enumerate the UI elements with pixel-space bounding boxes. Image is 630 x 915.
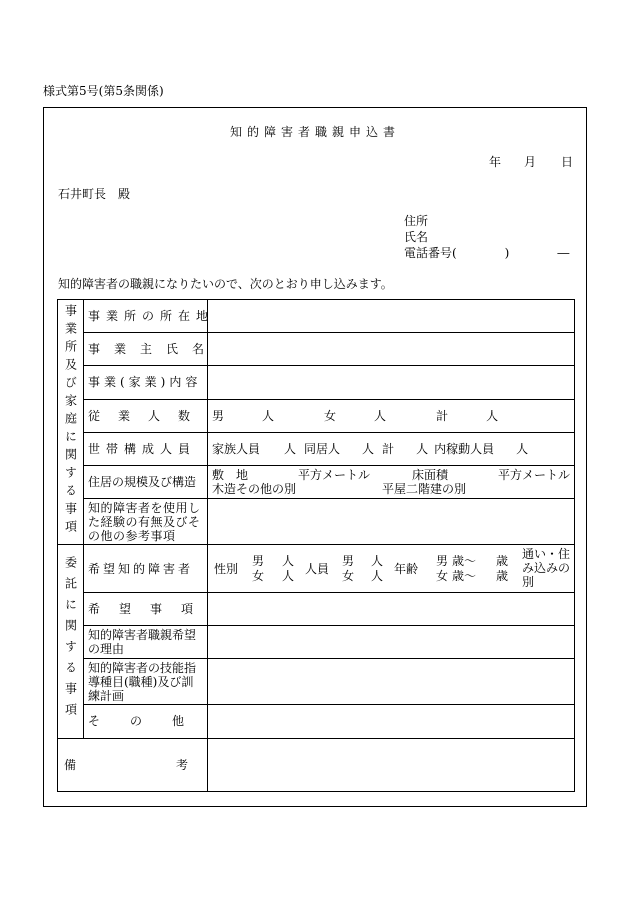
row-label-employees: 従業人数 — [84, 399, 208, 432]
intro-text: 知的障害者の職親になりたいので、次のとおり申し込みます。 — [58, 277, 393, 291]
section1-heading: 事業所及び家庭に関する事項 — [58, 300, 84, 545]
desired-count: 人員 — [305, 561, 330, 576]
residence-floor: 床面積 — [412, 468, 449, 483]
row-label-household: 世帯構成人員 — [84, 432, 208, 465]
row-label-business: 事業(家業)内容 — [84, 366, 208, 399]
other-field[interactable] — [208, 705, 575, 738]
desired-commute: 通い・住み込みの別 — [522, 546, 571, 589]
residence-storey: 平屋二階建の別 — [382, 482, 467, 497]
residence-field[interactable] — [208, 465, 575, 498]
row-label-experience: 知的障害者を使用した経験の有無及びその他の参考事項 — [84, 499, 208, 545]
desired-count-female-unit: 人 — [371, 568, 384, 583]
employees-female: 女 — [324, 408, 337, 423]
household-working: 内稼動人員 — [434, 441, 495, 456]
residence-floor-unit: 平方メートル — [498, 468, 571, 483]
desired-count-female: 女 — [342, 568, 355, 583]
desired-field[interactable] — [208, 545, 575, 592]
desired-female-unit: 人 — [282, 568, 295, 583]
desired-age-female-to: 歳 — [496, 568, 509, 583]
owner-field[interactable] — [208, 333, 575, 366]
addressee: 石井町長 殿 — [58, 187, 131, 201]
form-title: 知的障害者職親申込書 — [229, 125, 400, 139]
desired-age: 年齢 — [394, 561, 419, 576]
household-working-unit: 人 — [516, 441, 529, 456]
location-field[interactable] — [208, 300, 575, 333]
desired-female: 女 — [252, 568, 265, 583]
row-label-owner: 事業主氏名 — [84, 333, 208, 366]
household-cohabit: 同居人 — [304, 441, 341, 456]
household-field[interactable] — [208, 432, 575, 465]
row-label-items: 希望事項 — [84, 592, 208, 625]
remarks-label: 備考 — [58, 738, 208, 791]
desired-male: 男 — [252, 553, 265, 568]
employees-female-unit: 人 — [374, 408, 387, 423]
household-total-unit: 人 — [416, 441, 429, 456]
residence-site-unit: 平方メートル — [298, 468, 371, 483]
household-cohabit-unit: 人 — [362, 441, 375, 456]
household-family-unit: 人 — [284, 441, 297, 456]
date-year: 年 — [489, 155, 502, 169]
desired-count-male: 男 — [342, 553, 355, 568]
residence-site: 敷 地 — [212, 468, 249, 483]
date-day: 日 — [561, 155, 574, 169]
residence-wood: 木造その他の別 — [212, 482, 297, 497]
desired-age-female: 女 — [436, 568, 449, 583]
employees-total: 計 — [436, 408, 449, 423]
employees-total-unit: 人 — [486, 408, 499, 423]
applicant-name-label: 氏名 — [404, 230, 429, 244]
employees-male: 男 — [212, 408, 225, 423]
applicant-phone-label: 電話番号( ) ― — [404, 246, 570, 260]
date-month: 月 — [524, 155, 537, 169]
form-number: 様式第5号(第5条関係) — [43, 84, 164, 98]
desired-age-male-to: 歳 — [496, 553, 509, 568]
desired-age-female-from: 歳〜 — [452, 568, 477, 583]
row-label-residence: 住居の規模及び構造 — [84, 465, 208, 498]
row-label-training: 知的障害者の技能指導種目(職種)及び訓練計画 — [84, 659, 208, 705]
section2-heading: 委託に関する事項 — [58, 545, 84, 738]
items-field[interactable] — [208, 592, 575, 625]
employees-male-unit: 人 — [262, 408, 275, 423]
desired-count-male-unit: 人 — [371, 553, 384, 568]
experience-field[interactable] — [208, 499, 575, 545]
application-table — [57, 299, 575, 792]
row-label-reason: 知的障害者職親希望の理由 — [84, 625, 208, 658]
applicant-address-label: 住所 — [404, 214, 429, 228]
business-field[interactable] — [208, 366, 575, 399]
training-field[interactable] — [208, 659, 575, 705]
desired-age-male-from: 歳〜 — [452, 553, 477, 568]
row-label-other: その他 — [84, 705, 208, 738]
employees-field[interactable] — [208, 399, 575, 432]
reason-field[interactable] — [208, 625, 575, 658]
household-total: 計 — [382, 441, 395, 456]
household-family: 家族人員 — [212, 441, 261, 456]
row-label-location: 事業所の所在地 — [84, 300, 208, 333]
desired-male-unit: 人 — [282, 553, 295, 568]
desired-sex: 性別 — [214, 561, 239, 576]
row-label-desired: 希望知的障害者 — [84, 545, 208, 592]
desired-age-male: 男 — [436, 553, 449, 568]
